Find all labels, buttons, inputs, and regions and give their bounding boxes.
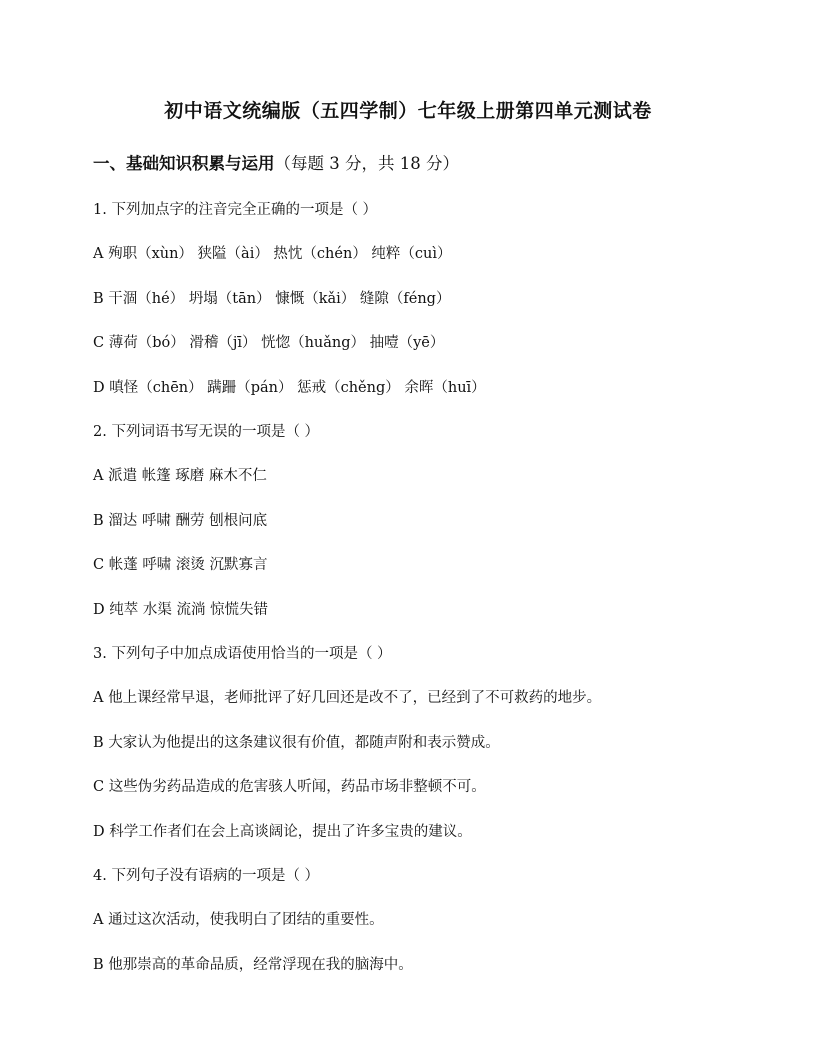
section-heading-text: 一、基础知识积累与运用	[93, 154, 275, 173]
question-1-option-b: B 干涸（hé） 坍塌（tān） 慷慨（kǎi） 缝隙（féng）	[93, 291, 451, 307]
question-3-option-b: B 大家认为他提出的这条建议很有价值，都随声附和表示赞成。	[93, 735, 500, 751]
question-3-stem: 3. 下列句子中加点成语使用恰当的一项是（ ）	[93, 646, 392, 662]
question-2-option-c: C 帐蓬 呼啸 滚烫 沉默寡言	[93, 557, 268, 573]
section-heading	[93, 150, 459, 174]
question-1-option-c: C 薄荷（bó） 滑稽（jī） 恍惚（huǎng） 抽噎（yē）	[93, 335, 445, 351]
section-score-note: （每题 3 分，共 18 分）	[274, 154, 459, 173]
question-3-option-c: C 这些伪劣药品造成的危害骇人听闻，药品市场非整顿不可。	[93, 779, 486, 795]
question-2-option-b: B 溜达 呼啸 酬劳 刨根问底	[93, 513, 268, 529]
question-4-option-b: B 他那崇高的革命品质，经常浮现在我的脑海中。	[93, 957, 413, 973]
question-3-option-a: A 他上课经常早退，老师批评了好几回还是改不了，已经到了不可救药的地步。	[93, 690, 602, 706]
page-title: 初中语文统编版（五四学制）七年级上册第四单元测试卷	[164, 100, 652, 122]
question-1-option-a: A 殉职（xùn） 狭隘（ài） 热忱（chén） 纯粹（cuì）	[93, 246, 452, 262]
question-4-stem: 4. 下列句子没有语病的一项是（ ）	[93, 868, 320, 884]
question-2-option-d: D 纯萃 水渠 流淌 惊慌失错	[93, 602, 269, 618]
question-2-stem: 2. 下列词语书写无误的一项是（ ）	[93, 424, 320, 440]
question-1-option-d: D 嗔怪（chēn） 蹒跚（pán） 惩戒（chěng） 余晖（huī）	[93, 380, 486, 396]
question-4-option-a: A 通过这次活动，使我明白了团结的重要性。	[93, 912, 384, 928]
question-2-option-a: A 派遣 帐篷 琢磨 麻木不仁	[93, 468, 267, 484]
question-3-option-d: D 科学工作者们在会上高谈阔论，提出了许多宝贵的建议。	[93, 824, 472, 840]
question-1-stem: 1. 下列加点字的注音完全正确的一项是（ ）	[93, 202, 378, 218]
